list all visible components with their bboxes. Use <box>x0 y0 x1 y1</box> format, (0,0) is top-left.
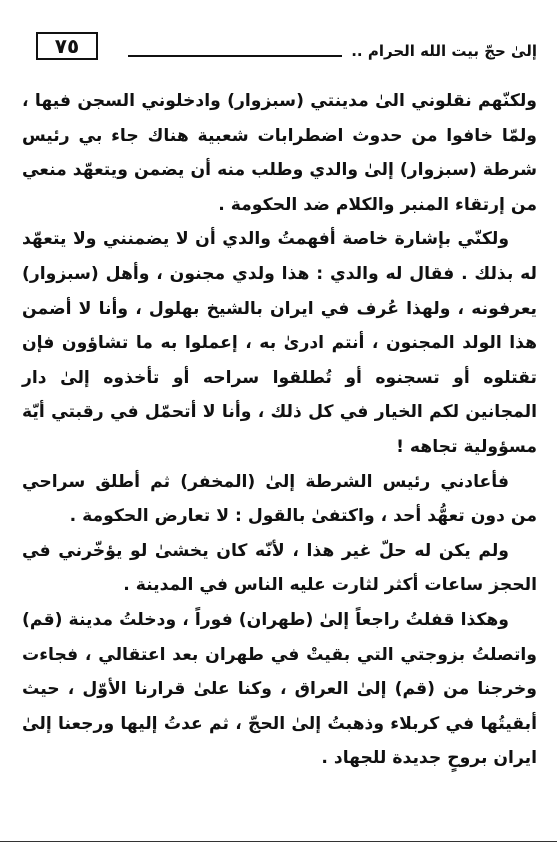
page-header <box>28 28 537 68</box>
paragraph: ولكنّي بإشارة خاصة أفهمتُ والدي أن لا يضمنني ولا يتعهّد له بذلك . فقال له والدي : هذا ولدي مجنون ، وأهل (سبزوار) يعرفونه ، ولهذا عُرف في ايران بالشيخ بهلول ، وأنا لا أضمن هذا الولد المجنون ، أنتم ادرىٰ به ، إعملوا به ما تشاؤون فإن تقتلوه أو تسجنوه أو تُطلقوا سراحه أو تأخذوه إلىٰ دار المجانين لكم الخيار في كل ذلك ، وأنا لا أتحمّل في رقبتي أيّة مسؤولية تجاهه ! <box>22 229 537 457</box>
paragraph: فأعادني رئيس الشرطة إلىٰ (المخفر) ثم أطلق سراحي من دون تعهُّد أحد ، واكتفىٰ بالقول : لا تعارض الحكومة . <box>22 471 537 527</box>
paragraph: وهكذا قفلتُ راجعاً إلىٰ (طهران) فوراً ، ودخلتُ مدينة (قم) واتصلتُ بزوجتي التي بقيتْ في طهران بعد اعتقالي ، فجاءت وخرجنا من (قم) إلىٰ العراق ، وكنا علىٰ قرارنا الأوّل ، حيث أبقيتُها في كربلاء وذهبتُ إلىٰ الحجّ ، ثم عدتُ إليها ورجعنا إلىٰ ايران بروحٍ جديدة للجهاد . <box>22 609 537 769</box>
page-number: ٧٥ <box>36 32 98 60</box>
body-text <box>22 84 537 776</box>
paragraph: ولكنّهم نقلوني الىٰ مدينتي (سبزوار) وادخلوني السجن فيها ، ولمّا خافوا من حدوث اضطرابات شعبية هناك جاء بي رئيس شرطة (سبزوار) إلىٰ والدي وطلب منه أن يضمن ويتعهّد منعي من إرتقاء المنبر والكلام ضد الحكومة . <box>22 91 537 215</box>
page-bottom-edge <box>0 841 557 842</box>
header-divider <box>128 55 342 57</box>
paragraph: ولم يكن له حلّ غير هذا ، لأنّه كان يخشىٰ لو يؤخّرني في الحجز ساعات أكثر لثارت عليه الناس في المدينة . <box>22 540 537 596</box>
running-title: إلىٰ حجّ بيت الله الحرام .. <box>351 42 537 60</box>
